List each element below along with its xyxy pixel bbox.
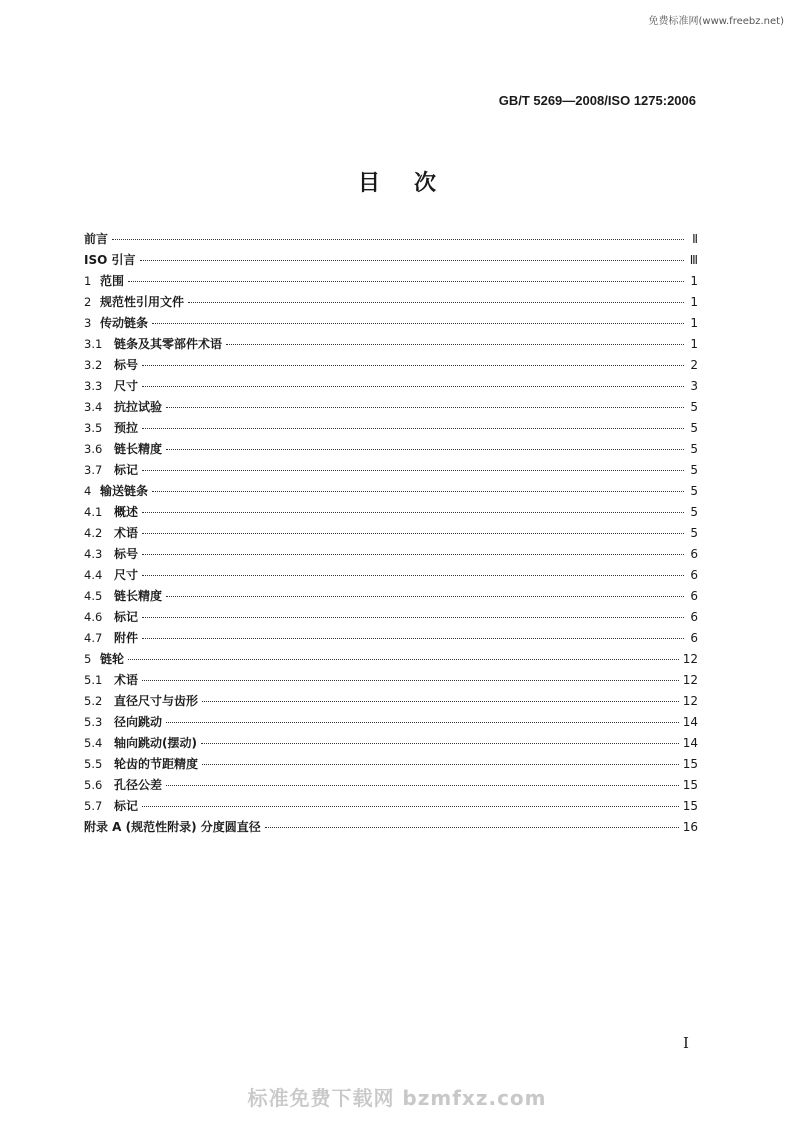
watermark-bottom: 标准免费下载网 bzmfxz.com [247, 1086, 547, 1110]
toc-dot-leader [202, 763, 679, 765]
toc-entry-label: 链轮 [100, 652, 125, 666]
toc-entry[interactable] [84, 776, 698, 797]
toc-entry-number: 3.4 [84, 400, 103, 414]
toc-dot-leader [142, 574, 684, 576]
toc-entry-label: ISO 引言 [84, 253, 136, 267]
toc-entry-page: 5 [690, 484, 698, 498]
toc-dot-leader [201, 742, 679, 744]
toc-entry-label: 抗拉试验 [114, 400, 163, 414]
toc-entry-page: 1 [690, 316, 698, 330]
toc-entry-page: 6 [690, 568, 698, 582]
toc-entry[interactable] [84, 818, 698, 839]
toc-entry-page: 15 [682, 799, 698, 813]
toc-entry-label: 链长精度 [114, 589, 163, 603]
toc-entry[interactable] [84, 713, 698, 734]
toc-entry-label: 输送链条 [100, 484, 149, 498]
toc-entry-page: 16 [682, 820, 698, 834]
toc-entry[interactable] [84, 377, 698, 398]
toc-entry-page: 14 [682, 736, 698, 750]
toc-entry-page: 5 [690, 421, 698, 435]
toc-entry[interactable] [84, 608, 698, 629]
toc-entry[interactable] [84, 503, 698, 524]
toc-entry[interactable] [84, 650, 698, 671]
toc-dot-leader [112, 238, 684, 240]
toc-entry-page: 6 [690, 547, 698, 561]
toc-entry[interactable] [84, 671, 698, 692]
toc-entry[interactable] [84, 629, 698, 650]
toc-entry-page: 1 [690, 295, 698, 309]
toc-entry-page: 6 [690, 610, 698, 624]
toc-entry[interactable] [84, 755, 698, 776]
toc-dot-leader [128, 658, 679, 660]
toc-entry[interactable] [84, 797, 698, 818]
toc-entry-label: 标记 [114, 799, 139, 813]
toc-entry-label: 尺寸 [114, 379, 139, 393]
toc-dot-leader [128, 280, 684, 282]
toc-dot-leader [166, 406, 684, 408]
toc-entry-label: 标记 [114, 463, 139, 477]
toc-entry-page: 5 [690, 526, 698, 540]
toc-entry-label: 标记 [114, 610, 139, 624]
toc-entry-number: 1 [84, 274, 92, 288]
toc-dot-leader [140, 259, 685, 261]
toc-entry-page: 6 [690, 631, 698, 645]
toc-entry-page: 15 [682, 757, 698, 771]
toc-entry-label: 附录 A (规范性附录) 分度圆直径 [84, 820, 261, 834]
toc-entry-label: 附件 [114, 631, 139, 645]
toc-dot-leader [188, 301, 684, 303]
toc-dot-leader [166, 595, 684, 597]
toc-dot-leader [142, 385, 684, 387]
toc-dot-leader [142, 637, 684, 639]
toc-entry-number: 5.3 [84, 715, 103, 729]
toc-entry-page: 5 [690, 463, 698, 477]
toc-entry[interactable] [84, 587, 698, 608]
toc-entry-page: 5 [690, 442, 698, 456]
toc-entry[interactable] [84, 566, 698, 587]
toc-entry-page: 12 [682, 673, 698, 687]
toc-entry-number: 2 [84, 295, 92, 309]
toc-dot-leader [166, 784, 679, 786]
toc-dot-leader [142, 532, 684, 534]
toc-entry[interactable] [84, 524, 698, 545]
toc-entry-page: 5 [690, 400, 698, 414]
toc-dot-leader [142, 679, 679, 681]
toc-entry-number: 3.1 [84, 337, 103, 351]
toc-entry-label: 径向跳动 [114, 715, 163, 729]
toc-entry-page: Ⅲ [689, 253, 698, 267]
toc-entry-number: 4.5 [84, 589, 103, 603]
toc-entry[interactable] [84, 251, 698, 272]
toc-entry-label: 链条及其零部件术语 [114, 337, 223, 351]
toc-entry-number: 4.3 [84, 547, 103, 561]
toc-entry-number: 4.6 [84, 610, 103, 624]
watermark-top: 免费标准网(www.freebz.net) [648, 16, 784, 27]
toc-entry-label: 概述 [114, 505, 139, 519]
toc-dot-leader [152, 490, 684, 492]
toc-entry[interactable] [84, 419, 698, 440]
toc-entry-page: 5 [690, 505, 698, 519]
toc-entry-number: 5.4 [84, 736, 103, 750]
toc-entry-number: 4.4 [84, 568, 103, 582]
page-title: 目次 [357, 171, 470, 196]
toc-entry-number: 4 [84, 484, 92, 498]
toc-entry-label: 术语 [114, 526, 139, 540]
toc-entry-number: 5 [84, 652, 92, 666]
toc-entry-page: 6 [690, 589, 698, 603]
toc-entry-number: 4.7 [84, 631, 103, 645]
toc-entry-label: 传动链条 [100, 316, 149, 330]
toc-entry-page: Ⅱ [692, 232, 698, 246]
toc-entry-number: 3 [84, 316, 92, 330]
toc-entry[interactable] [84, 398, 698, 419]
toc-dot-leader [142, 469, 684, 471]
toc-entry-number: 3.7 [84, 463, 103, 477]
table-of-contents [84, 230, 698, 839]
toc-entry-label: 尺寸 [114, 568, 139, 582]
toc-entry-label: 直径尺寸与齿形 [114, 694, 199, 708]
toc-entry[interactable] [84, 356, 698, 377]
toc-entry-number: 3.3 [84, 379, 103, 393]
toc-entry[interactable] [84, 293, 698, 314]
toc-entry-label: 术语 [114, 673, 139, 687]
toc-dot-leader [166, 721, 679, 723]
toc-entry[interactable] [84, 545, 698, 566]
toc-entry-number: 3.6 [84, 442, 103, 456]
toc-entry[interactable] [84, 272, 698, 293]
toc-entry[interactable] [84, 335, 698, 356]
toc-entry[interactable] [84, 314, 698, 335]
toc-entry-page: 3 [690, 379, 698, 393]
page-number: I [683, 1034, 689, 1052]
toc-entry[interactable] [84, 482, 698, 503]
toc-entry-label: 预拉 [114, 421, 139, 435]
toc-entry-number: 5.2 [84, 694, 103, 708]
toc-dot-leader [142, 364, 684, 366]
toc-entry-number: 5.1 [84, 673, 103, 687]
toc-dot-leader [142, 616, 684, 618]
toc-entry-label: 轮齿的节距精度 [114, 757, 199, 771]
toc-dot-leader [152, 322, 684, 324]
toc-entry-label: 标号 [114, 358, 139, 372]
toc-entry-label: 轴向跳动(摆动) [114, 736, 197, 750]
toc-entry-number: 5.7 [84, 799, 103, 813]
toc-entry-number: 4.2 [84, 526, 103, 540]
toc-entry-label: 前言 [84, 232, 109, 246]
toc-entry-page: 1 [690, 337, 698, 351]
toc-dot-leader [142, 427, 684, 429]
toc-entry-page: 1 [690, 274, 698, 288]
toc-dot-leader [265, 826, 679, 828]
toc-entry-number: 4.1 [84, 505, 103, 519]
toc-entry-label: 规范性引用文件 [100, 295, 185, 309]
toc-entry-label: 范围 [100, 274, 125, 288]
toc-entry[interactable] [84, 440, 698, 461]
toc-dot-leader [142, 553, 684, 555]
toc-entry-number: 5.5 [84, 757, 103, 771]
toc-dot-leader [142, 805, 679, 807]
toc-entry-label: 标号 [114, 547, 139, 561]
toc-dot-leader [202, 700, 679, 702]
standard-number: GB/T 5269—2008/ISO 1275:2006 [498, 93, 696, 108]
toc-entry-number: 5.6 [84, 778, 103, 792]
toc-entry[interactable] [84, 461, 698, 482]
toc-entry-label: 链长精度 [114, 442, 163, 456]
toc-entry-number: 3.5 [84, 421, 103, 435]
toc-entry-page: 12 [682, 694, 698, 708]
toc-entry-number: 3.2 [84, 358, 103, 372]
toc-entry-page: 15 [682, 778, 698, 792]
toc-entry[interactable] [84, 692, 698, 713]
toc-dot-leader [226, 343, 684, 345]
toc-entry[interactable] [84, 230, 698, 251]
toc-entry-page: 2 [690, 358, 698, 372]
toc-entry[interactable] [84, 734, 698, 755]
toc-entry-page: 14 [682, 715, 698, 729]
toc-dot-leader [166, 448, 684, 450]
toc-dot-leader [142, 511, 684, 513]
toc-entry-label: 孔径公差 [114, 778, 163, 792]
toc-entry-page: 12 [682, 652, 698, 666]
